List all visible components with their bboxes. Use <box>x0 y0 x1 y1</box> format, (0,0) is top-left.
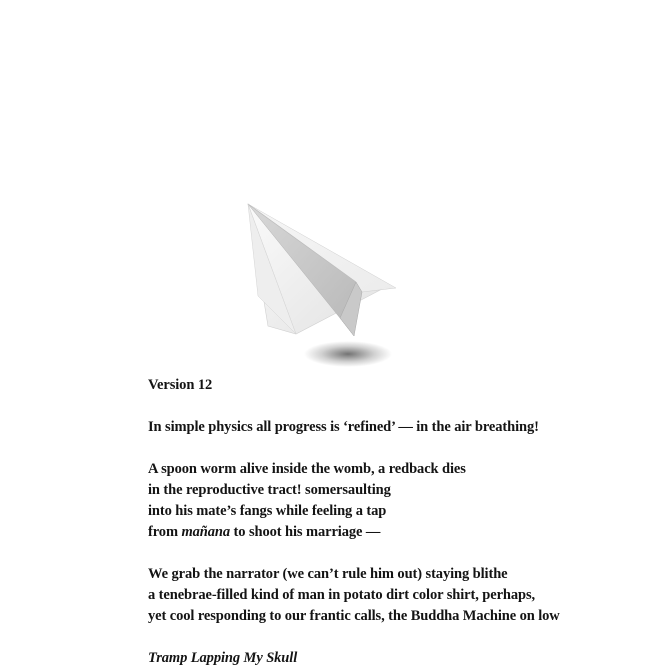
poem-closing <box>148 648 648 669</box>
stanza-spacer <box>148 627 648 648</box>
paper-airplane-illustration <box>236 196 406 374</box>
stanza1-line1: A spoon worm alive inside the womb, a redback dies <box>148 461 466 477</box>
stanza2-line2: a tenebrae-filled kind of man in potato dirt color shirt, perhaps, <box>148 587 536 603</box>
stanza2-line3: yet cool responding to our frantic calls, the Buddha Machine on low <box>148 608 560 624</box>
stanza2-line1: We grab the narrator (we can’t rule him out) staying blithe <box>148 566 508 582</box>
stanza-spacer <box>148 396 648 417</box>
poem-epigraph: In simple physics all progress is ‘refined’ — in the air breathing! <box>148 419 539 435</box>
poem-closing-text: Tramp Lapping My Skull <box>148 650 298 666</box>
paper-airplane-icon <box>236 196 406 374</box>
stanza1-line4-end: to shoot his marriage — <box>230 524 381 540</box>
stanza-spacer <box>148 438 648 459</box>
stanza1-line2: in the reproductive tract! somersaulting <box>148 482 391 498</box>
stanza1-line4-italic-word: mañana <box>181 524 231 540</box>
stanza1-line3: into his mate’s fangs while feeling a tap <box>148 503 387 519</box>
stanza1-line4 <box>148 522 648 543</box>
poem <box>148 375 648 669</box>
poem-title: Version 12 <box>148 377 213 393</box>
stanza1-line4-start: from <box>148 524 182 540</box>
stanza-spacer <box>148 543 648 564</box>
